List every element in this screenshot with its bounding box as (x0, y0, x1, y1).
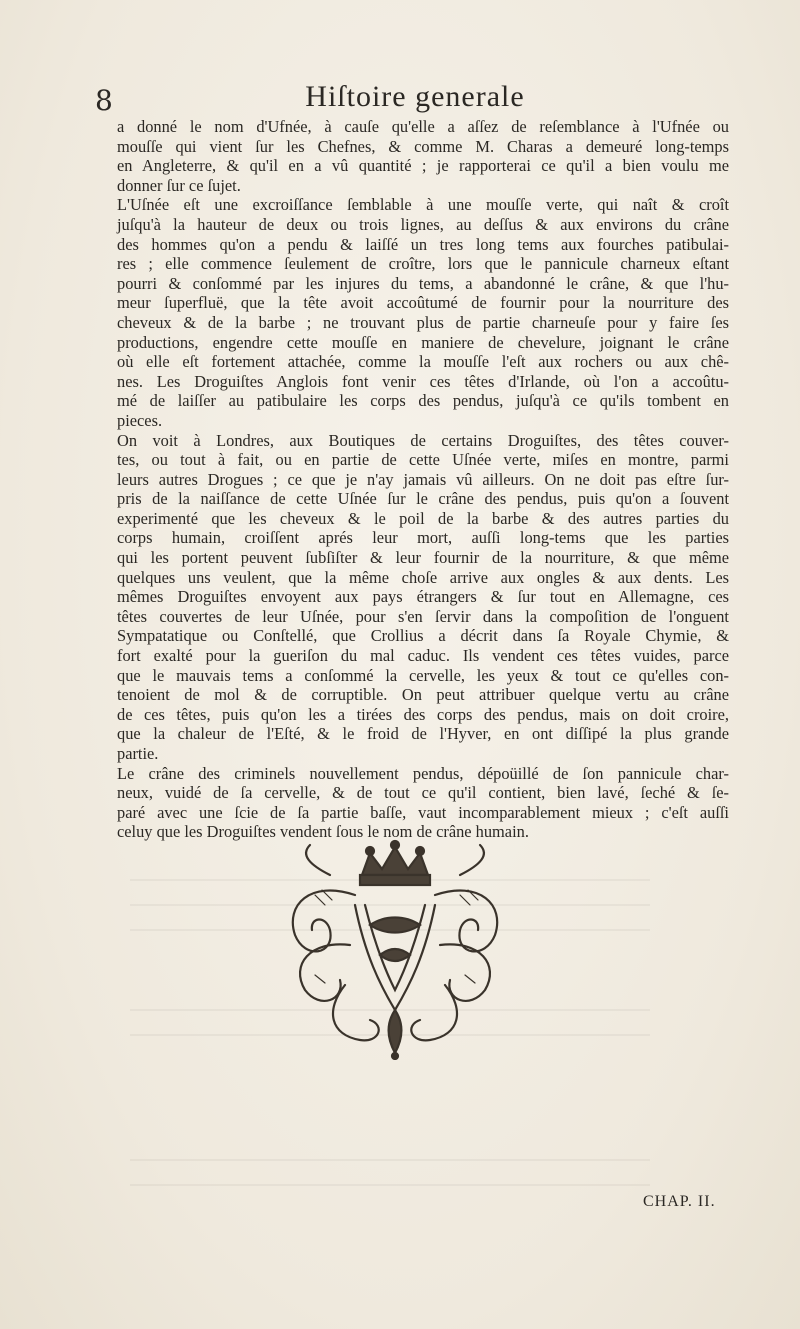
text-line: nes. Les Droguiſtes Anglois font venir ces têtes d'Irlande, où l'on a accoûtu- (117, 371, 729, 391)
text-line: mé de laiſſer au patibulaire les corps des pendus, juſqu'à ce qu'ils tombent en (117, 391, 729, 411)
paragraph (117, 195, 729, 430)
text-line: que le mauvais tems a conſommé la cervelle, les yeux & tout ce qu'elles con- (117, 665, 729, 685)
text-line: juſqu'à la hauteur de deux ou trois lignes, au deſſus & aux environs du crâne (117, 214, 729, 234)
text-line: Sympatatique ou Conſtellé, que Crollius a décrit dans ſa Royale Chymie, & (117, 626, 729, 646)
text-line: celuy que les Droguiſtes vendent ſous le nom de crâne humain. (117, 822, 529, 842)
text-line: de ces têtes, puis qu'on les a tirées des corps des pendus, mais on doit croire, (117, 704, 729, 724)
text-line: têtes couvertes de leur Uſnée, pour s'en ſervir dans la compoſition de l'onguent (117, 606, 729, 626)
text-line: tenoient de mol & de corruptible. On peut attribuer quelque vertu au crâne (117, 685, 729, 705)
text-line: que la chaleur de l'Eſté, & le froid de l'Hyver, en ont diſſipé la plus grande (117, 724, 729, 744)
text-line: des hommes qu'on a pendu & laiſſé un tres long tems aux fourches patibulai- (117, 234, 729, 254)
text-line: paré avec une ſcie de ſa partie baſſe, vaut incomparablement mieux ; c'eſt auſſi (117, 802, 729, 822)
text-line: a donné le nom d'Ufnée, à cauſe qu'elle a aſſez de reſemblance à l'Ufnée ou (117, 117, 729, 136)
text-line: où elle eſt fortement attachée, comme la mouſſe l'eſt aux rochers ou aux chê- (117, 352, 729, 372)
text-line: quelques uns veulent, que la même choſe arrive aux ongles & aux dents. Les (117, 567, 729, 587)
page-header (95, 70, 735, 120)
text-line: Le crâne des criminels nouvellement pendus, dépoüillé de ſon pannicule char- (117, 763, 729, 783)
text-line: leurs autres Drogues ; ce que je n'ay jamais vû ailleurs. On ne doit pas eſtre ſur- (117, 469, 729, 489)
text-line: neux, vuidé de ſa cervelle, & de tout ce qu'il contient, bien lavé, ſeché & ſe- (117, 783, 729, 803)
text-line: donner ſur ce ſujet. (117, 175, 241, 195)
text-line: qui les portent peuvent ſubſiſter & leur fournir de la nourriture, & que même (117, 548, 729, 568)
text-line: res ; elle commence ſeulement de croître, lors que le pannicule charneux eſtant (117, 254, 729, 274)
paragraph (117, 431, 729, 764)
text-line: corps humain, croiſſent aprés leur mort, auſſi long-tems que les parties (117, 528, 729, 548)
royal-fleuron-ornament-icon (270, 835, 520, 1060)
text-line: cheveux & de la barbe ; ne trouvant plus de partie charneuſe pour y faire ſes (117, 312, 729, 332)
text-line: pourri & conſommé par les injures du tems, a abandonné le crâne, & que l'hu- (117, 273, 729, 293)
paragraph (117, 764, 729, 842)
text-line: pieces. (117, 410, 163, 430)
text-line: L'Uſnée eſt une excroiſſance ſemblable à une mouſſe verte, qui naît & croît (117, 195, 729, 215)
text-line: partie. (117, 744, 159, 763)
text-line: On voit à Londres, aux Boutiques de certains Droguiſtes, des têtes couver- (117, 430, 729, 450)
text-line: en Angleterre, & qu'il en a vû quantité ; je rapporterai ce qu'il a bien voulu me (117, 156, 729, 176)
catchword: CHAP. II. (643, 1193, 716, 1210)
page-number: 8 (95, 84, 113, 117)
running-title: Hiſtoire generale (305, 80, 525, 113)
text-line: pris de la naiſſance de cette Uſnée ſur le crâne des pendus, puis qu'on a ſouvent (117, 489, 729, 509)
text-line: productions, engendre cette mouſſe en maniere de chevelure, joignant le crâne (117, 332, 729, 352)
text-line: meur ſuperfluë, que la tête avoit accoûtumé de fournir pour la nourriture des (117, 293, 729, 313)
text-line: experimenté que les cheveux & le poil de la barbe & des autres parties du (117, 508, 729, 528)
text-line: mêmes Droguiſtes envoyent aux pays étrangers & ſur tout en Allemagne, ces (117, 587, 729, 607)
text-line: tes, ou tout à fait, ou en partie de cette Uſnée verte, miſes en montre, parmi (117, 450, 729, 470)
paragraph (117, 117, 729, 195)
text-line: fort exalté pour la gueriſon du mal caduc. Ils vendent ces têtes vuides, parce (117, 646, 729, 666)
body-text (117, 117, 729, 842)
text-line: mouſſe qui vient ſur les Chefnes, & comme M. Charas a demeuré long-temps (117, 136, 729, 156)
